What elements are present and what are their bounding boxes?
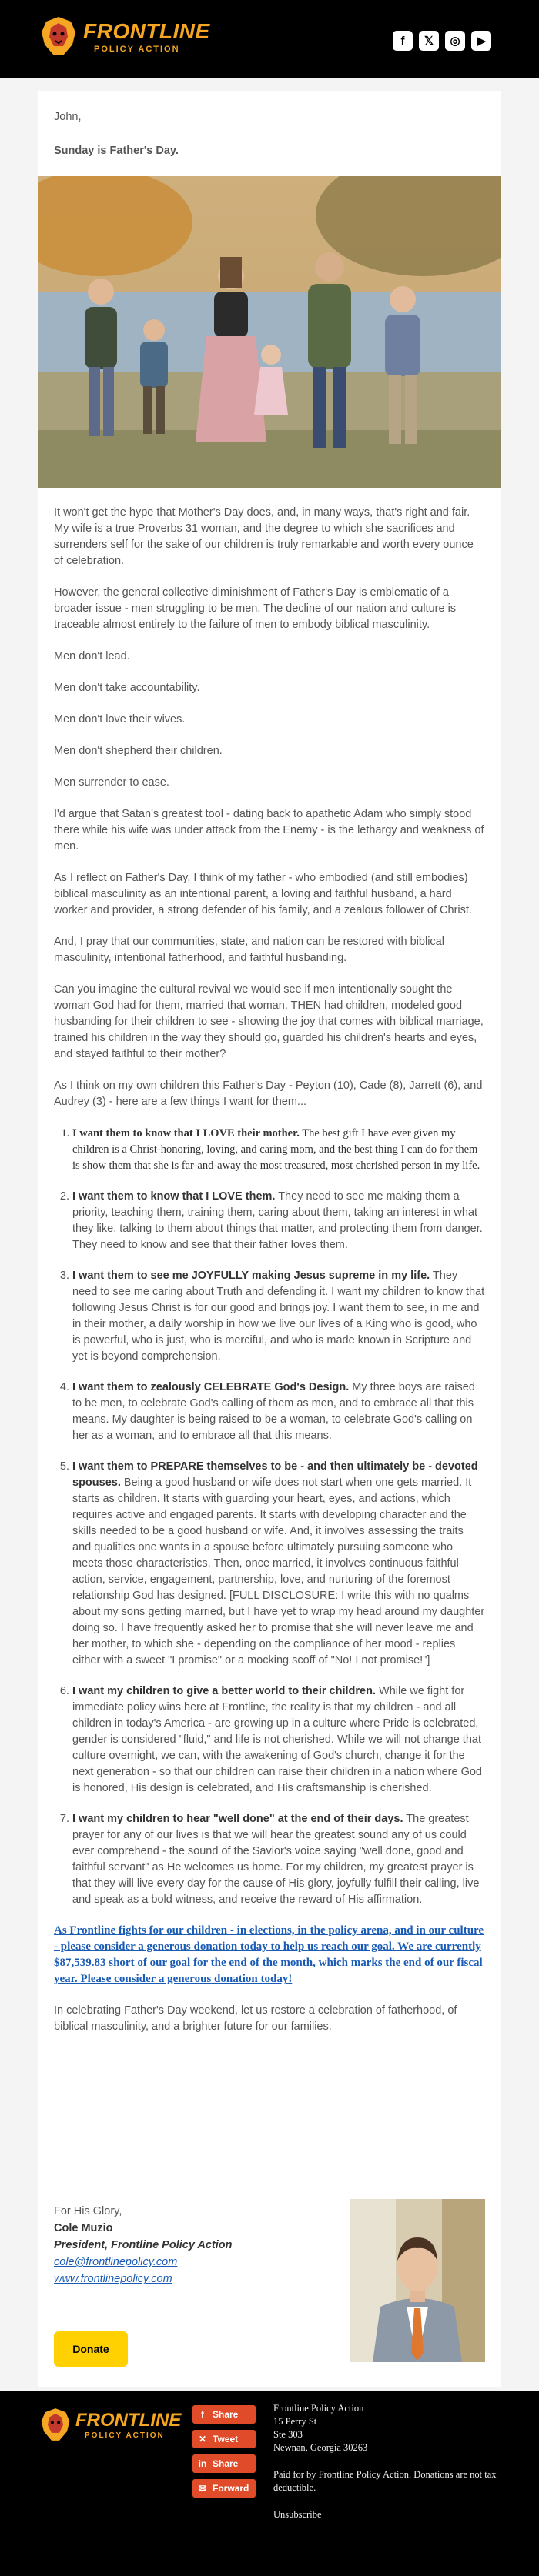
facebook-icon: f — [201, 2409, 204, 2420]
facebook-icon[interactable]: f — [393, 31, 413, 51]
address-line: Ste 303 — [273, 2429, 303, 2440]
paragraph: As I think on my own children this Father's Day - Peyton (10), Cade (8), Jarrett (6), and Audrey (3) - here are a few things I want for them... — [54, 1079, 483, 1108]
paragraph: It won't get the hype that Mother's Day does, and, in many ways, that's right and fair. My wife is a true Proverbs 31 woman, and the degree to which she sacrifices and surrenders self for the sake of our children is truly remarkable and worth every ounce of celebration. — [54, 506, 474, 567]
footer — [0, 2391, 539, 2576]
donation-link[interactable]: As Frontline fights for our children - in elections, in the policy arena, and in our culture - please consider a generous donation today to help us reach our goal. We are currently $87,539.83 short of our goal for the end of the month, which marks the end of our fiscal year. Please consider a generous donation today! — [54, 1924, 484, 1985]
envelope-icon: ✉ — [198, 2483, 207, 2494]
paragraph: Men surrender to ease. — [54, 776, 169, 789]
tweet-button[interactable]: ✕ Tweet — [192, 2430, 256, 2448]
signer-portrait — [350, 2199, 485, 2362]
address-line: 15 Perry St — [273, 2416, 317, 2427]
footer-logo[interactable] — [40, 2407, 194, 2445]
address-line: Newnan, Georgia 30263 — [273, 2442, 368, 2453]
instagram-icon[interactable]: ◎ — [445, 31, 465, 51]
list-item: 1. I want them to know that I LOVE their mother. The best gift I have ever given my children is a Christ-honoring, loving, and caring mom, and the best thing I can do for them is show them that she is far-and-away the most treasured, most cherished person in my life. — [72, 1126, 485, 1174]
org-name: Frontline Policy Action — [273, 2403, 364, 2414]
paragraph: As I reflect on Father's Day, I think of my father - who embodied (and still embodies) biblical masculinity as an intentional parent, a loving and faithful husband, a hard worker and provider, a strong defender of his family, and a zealous follower of Christ. — [54, 872, 472, 916]
signer-title: President, Frontline Policy Action — [54, 2239, 233, 2251]
youtube-icon[interactable]: ▶ — [471, 31, 491, 51]
list-item: 3. I want them to see me JOYFULLY making Jesus supreme in my life. They need to see me caring about Truth and defending it. I want my children to know that following Jesus Christ is for our good and brings joy. I want them to see, in me and in their mother, a daily worship in how we live our lives of a King who is good, who is powerful, who is just, who is merciful, and who is made known in Scripture and yet is beyond comprehension. — [72, 1268, 485, 1365]
forward-button[interactable]: ✉ Forward — [192, 2479, 256, 2498]
donate-button[interactable]: Donate — [54, 2331, 128, 2367]
list-item: 4. I want them to zealously CELEBRATE God's Design. My three boys are raised to be men, to celebrate God's calling of them as men, and to embrace all that this means. My daughter is being raised to be a woman, to celebrate God's calling on her as a woman, and to embrace all that this means. — [72, 1380, 485, 1444]
paragraph: Men don't love their wives. — [54, 713, 186, 726]
family-photo — [38, 176, 500, 488]
paragraph: Can you imagine the cultural revival we would see if men intentionally sought the woman God had for them, married that woman, THEN had children, modeled good husbanding for their children to see - showing the joy that comes with biblical marriage, trained his children in the way they should go, guarded his children's hearts and eyes, and stayed faithful to their mother? — [54, 983, 484, 1060]
logo-wordmark: FRONTLINE — [83, 19, 210, 43]
sign-off: For His Glory, — [54, 2205, 122, 2217]
paragraph: Men don't take accountability. — [54, 682, 200, 694]
letter-body — [54, 505, 485, 2050]
list-item: 5. I want them to PREPARE themselves to be - and then ultimately be - devoted spouses. Being a good husband or wife does not start when one gets married. It starts as children. It starts with guarding your heart, eyes, and actions, which requires active and engaged parents. It starts with developing character and the skills needed to be a good husband or wife. And, it involves assessing the traits and qualities one wants in a spouse before ultimately pursuing someone who meets those characteristics. Then, once married, it involves continuous faithful action, service, engagement, partnership, love, and nurturing of the foremost relationship God has designed. [FULL DISCLOSURE: I write this with no qualms about my sons getting married, but I have yet to wrap my head around my daughter doing so. I have frequently asked her to promise that she will never leave me and her mother, to which she - depending on the compliance of her mood - replies either with a sweet "I promise" or a mocking scoff of "No! I not promise!"] — [72, 1459, 485, 1669]
footer-wordmark: FRONTLINE — [75, 2410, 182, 2431]
lion-logo-icon — [40, 2407, 71, 2442]
frontline-logo[interactable] — [40, 15, 210, 58]
logo-subtitle: POLICY ACTION — [94, 45, 180, 54]
x-icon[interactable]: 𝕏 — [419, 31, 439, 51]
list-item: 6. I want my children to give a better world to their children. While we fight for immediate policy wins here at Frontline, the reality is that my children - and all children in today's America - are growing up in a culture where Pride is celebrated, gender is considered "fluid," and life is not cherished. While we will not change that culture overnight, we can, with the awakening of God's church, change it for the next generation - so that our children can raise their children in a nation where God is honored, His design is celebrated, and His craftsmanship is cherished. — [72, 1683, 485, 1797]
list-item: 7. I want my children to hear "well done" at the end of their days. The greatest prayer for any of our lives is that we will hear the greatest sound any of us could ever comprehend - the sound of the Savior's voice saying "well done, good and faithful servant" as He welcomes us home. For my children, my greatest prayer is that they will live every day for the cause of His glory, joyfully fulfill their calling, live and speak as a bold witness, and receive the reward of His affirmation. — [72, 1811, 485, 1908]
email-body — [38, 91, 500, 2387]
header-bar — [0, 0, 539, 78]
paragraph: However, the general collective diminishment of Father's Day is emblematic of a broader issue - men struggling to be men. The decline of our nation and culture is traceable almost entirely to the failure of men to embody biblical masculinity. — [54, 586, 457, 631]
wish-list — [54, 1126, 485, 1908]
paragraph: Men don't shepherd their children. — [54, 745, 223, 757]
list-item: 2. I want them to know that I LOVE them. They need to see me making them a priority, teaching them, training them, caring about them, taking an interest in what they like, talking to them about things that matter, and protecting them from danger. They need to know and see that their father loves them. — [72, 1189, 485, 1253]
closing-paragraph: In celebrating Father's Day weekend, let us restore a celebration of fatherhood, of biblical masculinity, and a brighter future for our families. — [54, 2004, 457, 2033]
lion-logo-icon — [40, 15, 77, 57]
linkedin-icon: in — [198, 2458, 207, 2469]
footer-subtitle: POLICY ACTION — [85, 2431, 165, 2440]
social-links — [393, 31, 491, 52]
signature — [54, 2203, 316, 2287]
share-linkedin-button[interactable]: in Share — [192, 2454, 256, 2473]
paragraph: And, I pray that our communities, state, and nation can be restored with biblical masculinity, intentional fatherhood, and faithful husbanding. — [54, 936, 444, 964]
paid-for-disclaimer: Paid for by Frontline Policy Action. Donations are not tax deductible. — [273, 2469, 497, 2493]
website-link[interactable]: www.frontlinepolicy.com — [54, 2273, 172, 2285]
unsubscribe-link[interactable]: Unsubscribe — [273, 2509, 322, 2520]
share-facebook-button[interactable]: f Share — [192, 2405, 256, 2424]
footer-info — [273, 2402, 504, 2521]
email-link[interactable]: cole@frontlinepolicy.com — [54, 2256, 178, 2268]
headline: Sunday is Father's Day. — [54, 145, 179, 157]
greeting: John, — [54, 111, 82, 123]
paragraph: I'd argue that Satan's greatest tool - dating back to apathetic Adam who simply stood there while his wife was under attack from the Enemy - is the lethargy and weakness of men. — [54, 808, 484, 853]
signer-name: Cole Muzio — [54, 2222, 113, 2234]
x-icon: ✕ — [198, 2434, 207, 2444]
paragraph: Men don't lead. — [54, 650, 130, 662]
